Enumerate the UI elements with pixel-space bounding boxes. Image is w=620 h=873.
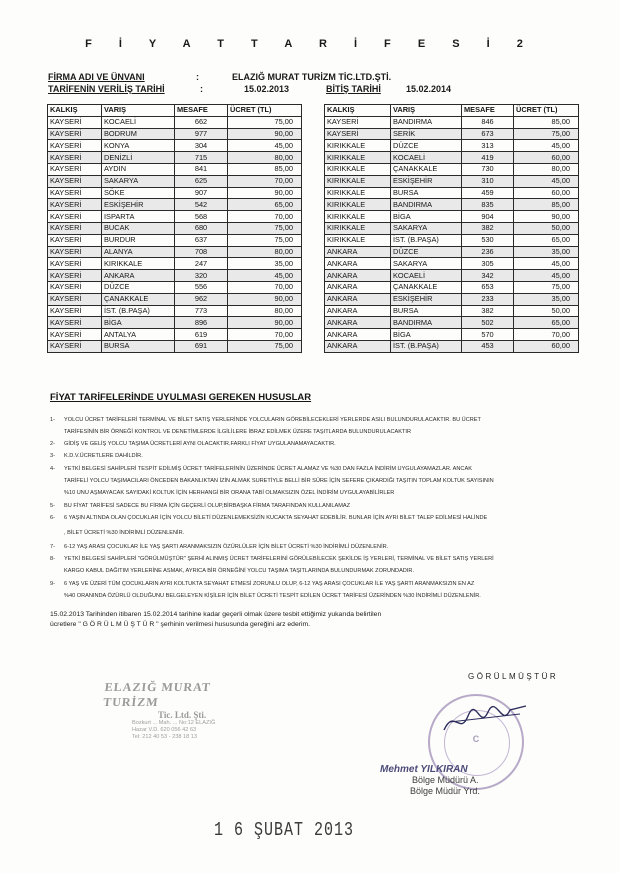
cell-distance: 977: [175, 128, 228, 140]
cell-to: DÜZCE: [391, 246, 462, 258]
cell-price: 75,00: [228, 222, 302, 234]
note-8-cont: KARGO KABUL DAĞITIM YERLERİNE ASMAK, AYRICA BİR ÖRNEĞİNİ YOLCU TAŞIMA TAŞITLARINDA BULUNDURMAK ZORUNDADIR.: [64, 568, 414, 574]
cell-to: BURSA: [391, 305, 462, 317]
cell-from: KAYSERİ: [48, 246, 102, 258]
table-row: [48, 140, 302, 152]
cell-from: KIRIKKALE: [325, 163, 391, 175]
note-number: 5-: [50, 503, 55, 509]
note-text: YOLCU ÜCRET TARİFELERİ TERMİNAL VE BİLET SATIŞ YERLERİNDE YOLCULARIN GÖREBİLECEKLERİ YERLERDE ASILI BULUNDURULACAKTIR. BU ÜCRET: [64, 417, 481, 423]
note-text: K.D.V.ÜCRETLERE DAHİLDİR.: [64, 453, 143, 459]
cell-to: ESKİŞEHİR: [102, 199, 175, 211]
cell-to: İST. (B.PAŞA): [391, 340, 462, 352]
note-number: 3-: [50, 453, 55, 459]
gorulmustur-label: GÖRÜLMÜŞTÜR: [468, 672, 559, 681]
col-header-from: KALKIŞ: [48, 105, 102, 117]
cell-from: KAYSERİ: [48, 128, 102, 140]
stamp-address: Bozkurt ... Mah. ... No:12 ELAZIĞ: [132, 720, 216, 726]
cell-distance: 637: [175, 234, 228, 246]
cell-price: 45,00: [228, 140, 302, 152]
issue-date: 15.02.2013: [244, 84, 290, 94]
cell-price: 90,00: [228, 317, 302, 329]
cell-distance: 680: [175, 222, 228, 234]
cell-to: ÇANAKKALE: [391, 163, 462, 175]
end-date-label: BİTİŞ TARİHİ: [326, 84, 381, 94]
cell-distance: 502: [462, 317, 514, 329]
table-row: [48, 199, 302, 211]
table-row: [48, 211, 302, 223]
cell-from: KAYSERİ: [48, 163, 102, 175]
cell-distance: 715: [175, 152, 228, 164]
note-1: [50, 417, 481, 424]
cell-from: KAYSERİ: [48, 175, 102, 187]
cell-to: BURSA: [102, 340, 175, 352]
cell-from: KAYSERİ: [48, 317, 102, 329]
table-row: [48, 258, 302, 270]
cell-price: 75,00: [228, 340, 302, 352]
cell-distance: 673: [462, 128, 514, 140]
cell-price: 45,00: [514, 140, 579, 152]
cell-price: 80,00: [514, 163, 579, 175]
cell-to: SERİK: [391, 128, 462, 140]
note-number: 4-: [50, 466, 55, 472]
cell-from: ANKARA: [325, 317, 391, 329]
cell-price: 75,00: [228, 116, 302, 128]
cell-from: KAYSERİ: [325, 128, 391, 140]
table-row: [325, 317, 579, 329]
note-text: 6 YAŞ VE ÜZERİ TÜM ÇOCUKLARIN AYRI KOLTUKTA SEYAHAT ETMESİ ZORUNLU OLUP, 6-12 YAŞ ARASI ÇOCUKLAR İLE YAŞ ŞARTI ARANMAKSIZIN EN AZ: [64, 581, 475, 587]
company-label: FİRMA ADI VE ÜNVANI: [48, 72, 145, 82]
note-3: [50, 453, 143, 460]
signatory-title-2: Bölge Müdür Yrd.: [410, 786, 480, 796]
table-row: [325, 329, 579, 341]
cell-price: 85,00: [514, 116, 579, 128]
cell-to: BİGA: [391, 329, 462, 341]
cell-to: BODRUM: [102, 128, 175, 140]
signature-scribble: [440, 700, 530, 740]
cell-distance: 236: [462, 246, 514, 258]
cell-distance: 313: [462, 140, 514, 152]
cell-from: KAYSERİ: [48, 187, 102, 199]
cell-to: DÜZCE: [391, 140, 462, 152]
cell-from: KAYSERİ: [48, 281, 102, 293]
col-header-distance: MESAFE: [175, 105, 228, 117]
cell-price: 75,00: [228, 234, 302, 246]
signatory-name: Mehmet YILKIRAN: [380, 764, 468, 775]
validity-line-2: ücretlere " G Ö R Ü L M Ü Ş T Ü R " şerhinin verilmesi hususunda gereğini arz ederim.: [50, 621, 311, 628]
cell-distance: 542: [175, 199, 228, 211]
note-4-cont: %10 UNU AŞMAYACAK SAYIDAKİ KOLTUK İÇİN HERHANGİ BİR ORANA TABİ OLMAKSIZIN ÖZEL İNDİRİM UYGULAYABİLİRLER: [64, 490, 395, 496]
cell-from: KAYSERİ: [48, 140, 102, 152]
cell-price: 90,00: [228, 187, 302, 199]
cell-price: 70,00: [228, 281, 302, 293]
cell-to: İST. (B.PAŞA): [102, 305, 175, 317]
cell-price: 60,00: [514, 152, 579, 164]
tariff-table-right: [324, 104, 579, 353]
cell-to: KOCAELİ: [102, 116, 175, 128]
cell-from: KAYSERİ: [48, 293, 102, 305]
note-number: 1-: [50, 417, 55, 423]
table-row: [325, 116, 579, 128]
cell-to: ALANYA: [102, 246, 175, 258]
note-5: [50, 503, 350, 510]
cell-price: 90,00: [228, 293, 302, 305]
table-row: [325, 270, 579, 282]
cell-from: ANKARA: [325, 305, 391, 317]
cell-distance: 305: [462, 258, 514, 270]
note-text: YETKİ BELGESİ SAHİPLERİ "GÖRÜLMÜŞTÜR" ŞERHİ ALINMIŞ ÜCRET TARİFELERİNİ GÖRÜLEBİLECEK ŞEKİLDE İŞ YERLERİ, TERMİNAL VE BİLET SATIŞ YERLERİ: [64, 556, 494, 562]
table-row: [48, 305, 302, 317]
note-text: 6-12 YAŞ ARASI ÇOCUKLAR İLE YAŞ ŞARTI ARANMAKSIZIN ÖZÜRLÜLER İÇİN BİLET ÜCRETİ %30 İNDİRİMLİ DÜZENLENİR.: [64, 544, 389, 550]
cell-price: 80,00: [228, 152, 302, 164]
validity-line-1: 15.02.2013 Tarihinden itibaren 15.02.2014 tarihine kadar geçerli olmak üzere tesbit ettiğimiz yukarıda belirtilen: [50, 611, 382, 618]
cell-to: KONYA: [102, 140, 175, 152]
cell-distance: 342: [462, 270, 514, 282]
table-row: [48, 329, 302, 341]
cell-from: ANKARA: [325, 258, 391, 270]
cell-price: 45,00: [228, 270, 302, 282]
note-9-cont: %40 ORANINDA ÖZÜRLÜ OLDUĞUNU BELGELEYEN KİŞİLER İÇİN BİLET ÜCRETİ TESPİT EDİLEN ÜCRET TARİFESİ ÜZERİNDEN %30 İNDİRİMLİ DÜZENLENİR.: [64, 593, 481, 599]
note-text: GİDİŞ VE GELİŞ YOLCU TAŞIMA ÜCRETLERİ AYNI OLACAKTIR.FARKLI FİYAT UYGULANAMAYACAKTIR.: [64, 441, 336, 447]
cell-from: ANKARA: [325, 340, 391, 352]
col-header-to: VARIŞ: [391, 105, 462, 117]
cell-distance: 459: [462, 187, 514, 199]
tariff-table-left: [47, 104, 302, 353]
note-1-cont: TARİFESİNİN BİR ÖRNEĞİ KONTROL VE DENETİMLERDE İLGİLİLERE İBRAZ EDİLMEK ÜZERE TAŞITLARDA BULUNDURULACAKTIR: [64, 429, 411, 435]
cell-to: ÇANAKKALE: [391, 281, 462, 293]
cell-to: ANKARA: [102, 270, 175, 282]
table-row: [325, 281, 579, 293]
cell-price: 65,00: [228, 199, 302, 211]
table-row: [325, 340, 579, 352]
note-text: 6 YAŞIN ALTINDA OLAN ÇOCUKLAR İÇİN YOLCU BİLETİ DÜZENLEMEKSİZİN KUCAKTA SEYAHAT EDEBİLİR. BUNLAR İÇİN AYRI BİLET TALEP EDİLMESİ HALİNDE: [64, 515, 488, 521]
note-4-cont: TARİFELİ YOLCU TAŞIMACILARI ÖNCEDEN BAKANLIKTAN İZİN ALMAK SURETİYLE BELLİ BİR SÜRE İÇİN SEFERE ÇIKARDIĞI TAŞITIN TOPLAM KOLTUK SAYISININ: [64, 478, 494, 484]
table-row: [48, 116, 302, 128]
cell-from: KAYSERİ: [48, 211, 102, 223]
table-row: [325, 258, 579, 270]
note-6-cont: , BİLET ÜCRETİ %30 İNDİRİMLİ DÜZENLENİR.: [64, 530, 185, 536]
cell-to: DÜZCE: [102, 281, 175, 293]
note-number: 6-: [50, 515, 55, 521]
cell-from: KAYSERİ: [48, 305, 102, 317]
cell-from: KAYSERİ: [48, 222, 102, 234]
cell-distance: 530: [462, 234, 514, 246]
table-row: [325, 163, 579, 175]
cell-to: SAKARYA: [102, 175, 175, 187]
note-number: 8-: [50, 556, 55, 562]
table-row: [325, 175, 579, 187]
cell-to: ESKİŞEHİR: [391, 175, 462, 187]
note-6: [50, 515, 487, 522]
cell-to: DENİZLİ: [102, 152, 175, 164]
cell-to: BANDIRMA: [391, 199, 462, 211]
issue-date-colon: :: [200, 84, 203, 94]
table-row: [325, 140, 579, 152]
cell-from: KAYSERİ: [48, 234, 102, 246]
cell-distance: 896: [175, 317, 228, 329]
cell-price: 60,00: [514, 187, 579, 199]
cell-distance: 233: [462, 293, 514, 305]
col-header-price: ÜCRET (TL): [228, 105, 302, 117]
note-8: [50, 556, 494, 563]
cell-distance: 708: [175, 246, 228, 258]
cell-price: 45,00: [514, 270, 579, 282]
official-seal-icon: C: [428, 694, 524, 790]
col-header-to: VARIŞ: [102, 105, 175, 117]
issue-date-label: TARİFENİN VERİLİŞ TARİHİ: [48, 84, 165, 94]
section-title: FİYAT TARİFELERİNDE UYULMASI GEREKEN HUSUSLAR: [50, 392, 312, 403]
cell-to: KIRIKKALE: [102, 258, 175, 270]
cell-distance: 835: [462, 199, 514, 211]
cell-distance: 662: [175, 116, 228, 128]
note-2: [50, 441, 336, 448]
cell-from: KIRIKKALE: [325, 222, 391, 234]
cell-price: 65,00: [514, 234, 579, 246]
cell-distance: 304: [175, 140, 228, 152]
note-7: [50, 544, 388, 551]
cell-to: AYDIN: [102, 163, 175, 175]
note-text: YETKİ BELGESİ SAHİPLERİ TESPİT EDİLMİŞ ÜCRET TARİFELERİNİN ÜZERİNDE ÜCRET ALAMAZ VE %30 DAN FAZLA İNDİRİM UYGULAYAMAZLAR. ANCAK: [64, 466, 472, 472]
cell-price: 65,00: [514, 317, 579, 329]
cell-price: 35,00: [514, 246, 579, 258]
cell-to: BANDIRMA: [391, 317, 462, 329]
cell-distance: 841: [175, 163, 228, 175]
cell-distance: 568: [175, 211, 228, 223]
cell-distance: 691: [175, 340, 228, 352]
note-text: BU FİYAT TARİFESİ SADECE BU FİRMA İÇİN GEÇERLİ OLUP,BİRBAŞKA FİRMA TARAFINDAN KULLANILAMAZ: [64, 503, 351, 509]
note-number: 7-: [50, 544, 55, 550]
table-row: [325, 222, 579, 234]
cell-price: 60,00: [514, 340, 579, 352]
note-number: 9-: [50, 581, 55, 587]
cell-distance: 730: [462, 163, 514, 175]
table-row: [48, 175, 302, 187]
cell-price: 35,00: [228, 258, 302, 270]
cell-price: 80,00: [228, 246, 302, 258]
stamp-tax-office: Hazar V.D. 620 056 42 63: [132, 727, 197, 733]
cell-distance: 653: [462, 281, 514, 293]
table-row: [48, 163, 302, 175]
table-row: [48, 317, 302, 329]
company-colon: :: [196, 72, 199, 82]
cell-to: İST. (B.PAŞA): [391, 234, 462, 246]
cell-to: BİGA: [102, 317, 175, 329]
cell-distance: 382: [462, 222, 514, 234]
cell-from: KIRIKKALE: [325, 152, 391, 164]
stamp-company-type: Tic. Ltd. Şti.: [158, 710, 207, 720]
cell-from: KAYSERİ: [48, 152, 102, 164]
company-stamp: [104, 680, 264, 750]
cell-from: KIRIKKALE: [325, 140, 391, 152]
table-row: [325, 187, 579, 199]
cell-price: 70,00: [228, 329, 302, 341]
signature-block: [380, 764, 480, 797]
note-9: [50, 581, 474, 588]
cell-from: KIRIKKALE: [325, 187, 391, 199]
cell-price: 70,00: [228, 175, 302, 187]
cell-distance: 419: [462, 152, 514, 164]
cell-from: KAYSERİ: [48, 258, 102, 270]
table-row: [48, 281, 302, 293]
cell-price: 50,00: [514, 222, 579, 234]
cell-to: SÖKE: [102, 187, 175, 199]
cell-from: KAYSERİ: [48, 329, 102, 341]
cell-distance: 453: [462, 340, 514, 352]
table-row: [325, 152, 579, 164]
cell-to: BİGA: [391, 211, 462, 223]
cell-price: 75,00: [514, 128, 579, 140]
cell-to: BURSA: [391, 187, 462, 199]
cell-price: 70,00: [514, 329, 579, 341]
cell-distance: 570: [462, 329, 514, 341]
cell-distance: 904: [462, 211, 514, 223]
table-row: [48, 246, 302, 258]
cell-from: KIRIKKALE: [325, 234, 391, 246]
stamp-phone: Tel: 212 40 53 - 238 18 13: [132, 734, 197, 740]
cell-to: ÇANAKKALE: [102, 293, 175, 305]
table-row: [48, 293, 302, 305]
cell-to: ISPARTA: [102, 211, 175, 223]
table-row: [48, 340, 302, 352]
cell-price: 80,00: [228, 305, 302, 317]
cell-to: BANDIRMA: [391, 116, 462, 128]
col-header-price: ÜCRET (TL): [514, 105, 579, 117]
cell-from: KAYSERİ: [48, 199, 102, 211]
cell-from: KAYSERİ: [48, 116, 102, 128]
cell-distance: 320: [175, 270, 228, 282]
cell-from: KIRIKKALE: [325, 175, 391, 187]
stamp-company-name: ELAZIĞ MURAT TURİZM: [102, 680, 212, 709]
cell-to: SAKARYA: [391, 258, 462, 270]
cell-from: ANKARA: [325, 270, 391, 282]
table-row: [325, 293, 579, 305]
cell-to: KOCAELİ: [391, 270, 462, 282]
cell-from: KIRIKKALE: [325, 199, 391, 211]
cell-from: KAYSERİ: [48, 270, 102, 282]
cell-price: 50,00: [514, 305, 579, 317]
col-header-from: KALKIŞ: [325, 105, 391, 117]
table-row: [48, 187, 302, 199]
cell-distance: 907: [175, 187, 228, 199]
cell-distance: 247: [175, 258, 228, 270]
cell-distance: 773: [175, 305, 228, 317]
note-number: 2-: [50, 441, 55, 447]
cell-to: BURDUR: [102, 234, 175, 246]
cell-from: KIRIKKALE: [325, 211, 391, 223]
cell-distance: 310: [462, 175, 514, 187]
cell-price: 85,00: [228, 163, 302, 175]
cell-from: ANKARA: [325, 293, 391, 305]
cell-to: ANTALYA: [102, 329, 175, 341]
received-date-stamp: 1 6 ŞUBAT 2013: [214, 819, 355, 842]
table-row: [325, 246, 579, 258]
cell-price: 70,00: [228, 211, 302, 223]
table-row: [325, 234, 579, 246]
cell-to: SAKARYA: [391, 222, 462, 234]
table-row: [48, 128, 302, 140]
cell-price: 85,00: [514, 199, 579, 211]
cell-distance: 556: [175, 281, 228, 293]
table-row: [48, 152, 302, 164]
table-row: [325, 211, 579, 223]
table-row: [48, 234, 302, 246]
cell-distance: 846: [462, 116, 514, 128]
cell-distance: 382: [462, 305, 514, 317]
table-row: [325, 305, 579, 317]
cell-price: 35,00: [514, 293, 579, 305]
table-row: [325, 128, 579, 140]
cell-from: ANKARA: [325, 281, 391, 293]
col-header-distance: MESAFE: [462, 105, 514, 117]
document-title: F İ Y A T T A R İ F E S İ 2: [85, 38, 535, 50]
cell-distance: 962: [175, 293, 228, 305]
cell-from: ANKARA: [325, 246, 391, 258]
table-row: [48, 270, 302, 282]
cell-to: KOCAELİ: [391, 152, 462, 164]
cell-distance: 619: [175, 329, 228, 341]
table-row: [48, 222, 302, 234]
table-row: [325, 199, 579, 211]
cell-from: KAYSERİ: [48, 340, 102, 352]
cell-price: 75,00: [514, 281, 579, 293]
cell-to: BUCAK: [102, 222, 175, 234]
cell-price: 90,00: [514, 211, 579, 223]
cell-price: 45,00: [514, 258, 579, 270]
cell-price: 90,00: [228, 128, 302, 140]
end-date: 15.02.2014: [406, 84, 452, 94]
company-name: ELAZIĞ MURAT TURİZM TİC.LTD.ŞTİ.: [232, 72, 392, 82]
cell-to: ESKİŞEHİR: [391, 293, 462, 305]
signatory-title: Bölge Müdürü A.: [412, 775, 479, 785]
note-4: [50, 466, 472, 473]
cell-price: 45,00: [514, 175, 579, 187]
cell-from: KAYSERİ: [325, 116, 391, 128]
cell-distance: 625: [175, 175, 228, 187]
cell-from: ANKARA: [325, 329, 391, 341]
